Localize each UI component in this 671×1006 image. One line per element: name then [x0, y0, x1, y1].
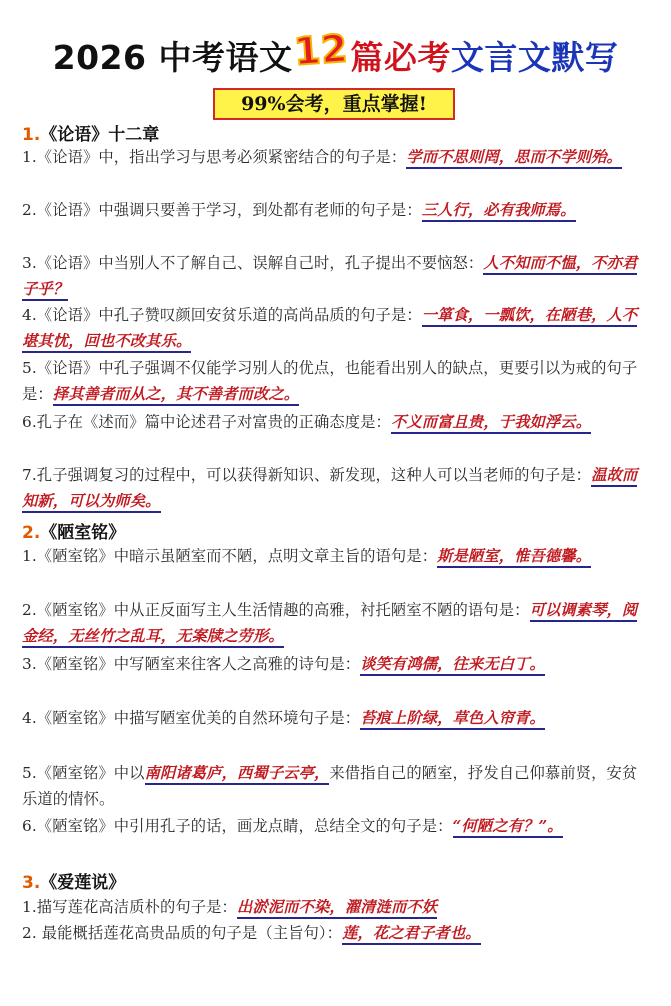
answer-text: 苔痕上阶绿，草色入帘青。: [360, 709, 545, 730]
list-item: [22, 920, 650, 946]
title-year: 2026: [52, 38, 159, 77]
question-text: 5.《陋室铭》中以: [22, 764, 145, 782]
list-item: [22, 705, 650, 731]
question-text: 1.《陋室铭》中暗示虽陋室而不陋，点明文章主旨的语句是：: [22, 547, 438, 565]
answer-text: “何陋之有？”。: [453, 817, 563, 838]
list-item: [22, 409, 650, 435]
list-item: [22, 355, 650, 407]
question-text: 3.《论语》中当别人不了解自己、误解自己时，孔子提出不要恼怒：: [22, 254, 484, 272]
question-text: 2. 最能概括莲花高贵品质的句子是（主旨句）：: [22, 924, 343, 942]
answer-text: 斯是陋室，惟吾德馨。: [437, 547, 591, 568]
question-text: 6.孔子在《述而》篇中论述君子对富贵的正确态度是：: [22, 413, 391, 431]
answer-text: 谈笑有鸿儒，往来无白丁。: [360, 655, 545, 676]
section-number: 2.: [22, 523, 41, 543]
question-text: 1.《论语》中，指出学习与思考必须紧密结合的句子是：: [22, 148, 407, 166]
section-number: 1.: [22, 125, 41, 145]
answer-text: 三人行，必有我师焉。: [422, 201, 576, 222]
question-text-continued: 来借指自己的陋室，抒发自己仰慕前贤，安贫乐道的情怀。: [22, 764, 638, 808]
list-item: [22, 813, 650, 839]
title-part1: 中考语文: [158, 38, 293, 77]
title-part2: 篇必考: [350, 38, 451, 77]
list-item: [22, 197, 650, 223]
question-text: 2.《论语》中强调只要善于学习，到处都有老师的句子是：: [22, 201, 422, 219]
question-text: 7.孔子强调复习的过程中，可以获得新知识、新发现，这种人可以当老师的句子是：: [22, 466, 592, 484]
section-title: 《陋室铭》: [40, 523, 126, 543]
section-title: 《论语》十二章: [40, 125, 160, 145]
question-text: 6.《陋室铭》中引用孔子的话，画龙点睛，总结全文的句子是：: [22, 817, 453, 835]
question-text: 5.《论语》中孔子强调不仅能学习别人的优点，也能看出别人的缺点，更要引以为戒的句子是：: [22, 359, 638, 403]
answer-text: 可以调素琴，阅金经，无丝竹之乱耳，无案牍之劳形。: [22, 601, 637, 648]
list-item: [22, 250, 650, 302]
question-text: 4.《陋室铭》中描写陋室优美的自然环境句子是：: [22, 709, 361, 727]
answer-text: 不义而富且贵，于我如浮云。: [391, 413, 591, 434]
subtitle-banner: 99%会考，重点掌握!: [213, 88, 455, 120]
answer-text: 一箪食，一瓢饮，在陋巷，人不堪其忧，回也不改其乐。: [22, 306, 637, 353]
section-heading-ailianshuo: [22, 868, 125, 893]
title-number-badge: 12: [292, 26, 350, 74]
list-item: [22, 894, 650, 920]
answer-text: 温故而知新，可以为师矣。: [22, 466, 637, 513]
list-item: [22, 302, 650, 354]
answer-text: 出淤泥而不染，濯清涟而不妖: [237, 898, 437, 919]
answer-text: 人不知而不愠，不亦君子乎？: [22, 254, 637, 301]
page-title: [0, 26, 671, 80]
question-text: 4.《论语》中孔子赞叹颜回安贫乐道的高尚品质的句子是：: [22, 306, 422, 324]
list-item: [22, 760, 650, 812]
list-item: [22, 597, 650, 649]
section-number: 3.: [22, 873, 41, 893]
question-text: 1.描写莲花高洁质朴的句子是：: [22, 898, 237, 916]
answer-text: 南阳诸葛庐，西蜀子云亭，: [145, 764, 330, 785]
list-item: [22, 144, 650, 170]
answer-text: 学而不思则罔，思而不学则殆。: [406, 148, 622, 169]
section-title: 《爱莲说》: [40, 873, 126, 893]
title-part3: 文言文默写: [450, 38, 619, 77]
section-heading-loushiming: [22, 518, 125, 543]
question-text: 3.《陋室铭》中写陋室来往客人之高雅的诗句是：: [22, 655, 361, 673]
list-item: [22, 462, 650, 514]
answer-text: 莲，花之君子者也。: [342, 924, 481, 945]
section-heading-lunyu: [22, 120, 159, 145]
list-item: [22, 651, 650, 677]
question-text: 2.《陋室铭》中从正反面写主人生活情趣的高雅，衬托陋室不陋的语句是：: [22, 601, 530, 619]
answer-text: 择其善者而从之，其不善者而改之。: [53, 385, 299, 406]
list-item: [22, 543, 650, 569]
